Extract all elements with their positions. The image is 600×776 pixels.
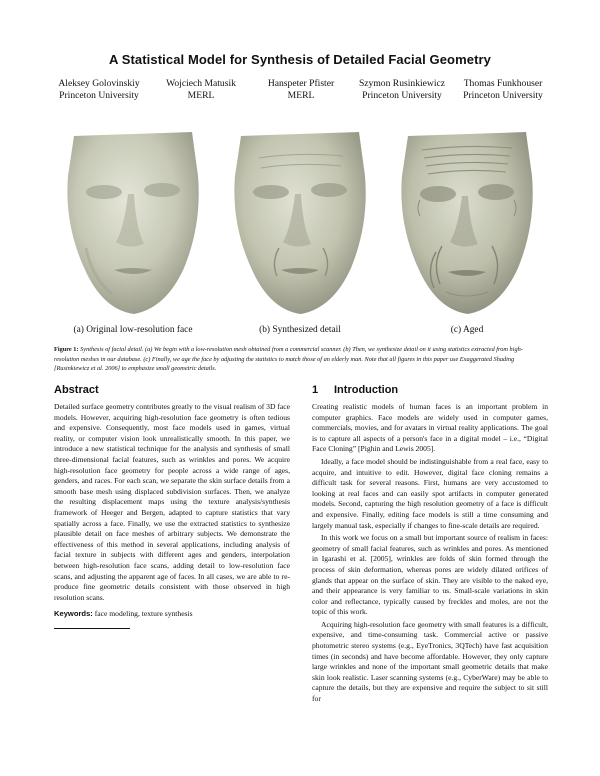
- author-name: Hanspeter Pfister: [267, 78, 335, 89]
- subcaption-a: (a) Original low-resolution face: [73, 325, 193, 335]
- author-affiliation: Princeton University: [463, 90, 543, 101]
- subcaption-b: (b) Synthesized detail: [259, 325, 341, 335]
- author-affiliation: Princeton University: [362, 90, 442, 101]
- author-name: Szymon Rusinkiewicz: [358, 78, 446, 89]
- keywords: [54, 609, 290, 620]
- section-title: Introduction: [334, 384, 399, 396]
- intro-paragraph-4: Acquiring high-resolution face geometry with small features is a difficult, expensive, and time-consuming task. Commercial active or passive photometric stereo systems (e.g., EyeTronics, 3QTech) have fast acquisition times (in seconds) and have become affordable. However, they only capture large wrinkles and none of the important small geometric details that make skin look realistic. Laser scanning systems (e.g., CyberWare) may be able to capture the details, but they are expensive and require the subject to sit still for: [312, 619, 548, 704]
- author-1: [44, 78, 154, 102]
- abstract-heading: Abstract: [54, 384, 99, 396]
- figure-caption-text: Synthesis of facial detail. (a) We begin with a low-resolution mesh obtained from a commercial scanner. (b) Then, we synthesize detail on it using statistics extracted from high-resolution meshes in our database. (c) Finally, we age the face by adjusting the statistics to match those of an elderly man. Note that all figures in this paper use Exaggerated Shading [Rusinkiewicz et al. 2006] to emphasize small geometric details.: [54, 346, 523, 373]
- author-name: Thomas Funkhouser: [463, 78, 543, 89]
- figure-caption-label: Figure 1:: [54, 346, 79, 353]
- figure-caption: [54, 345, 548, 374]
- author-affiliation: MERL: [187, 90, 215, 101]
- face-image-aged: [386, 128, 548, 320]
- author-name: Aleksey Golovinskiy: [58, 78, 140, 89]
- subcaption-c: (c) Aged: [450, 325, 484, 335]
- author-affiliation: MERL: [287, 90, 315, 101]
- author-name: Wojciech Matusik: [166, 78, 236, 89]
- footnote-rule: [54, 628, 130, 629]
- paper-title: A Statistical Model for Synthesis of Detailed Facial Geometry: [109, 52, 491, 67]
- intro-paragraph-1: Creating realistic models of human faces is an important problem in computer graphics. Face models are widely used in computer games, commercials, movies, and for avatars in virtual reality applications. The goal is to capture all aspects of a person's face in a digital model – i.e., “Digital Face Cloning” [Pighin and Lewis 2005].: [312, 402, 548, 454]
- intro-paragraph-3: In this work we focus on a small but important source of realism in faces: geometry of small facial features, such as wrinkles and pores. As mentioned in Igarashi et al. [2005], wrinkles are folds of skin formed through the process of skin deformation, whereas pores are widely dilated orifices of glands that appear on the surface of skin. They are visible to the naked eye, and their appearance is very familiar to us. Small-scale variations in skin color and reflectance, typically caused by freckles and moles, are not the topic of this work.: [312, 533, 548, 617]
- right-column: [312, 384, 548, 705]
- face-image-original: [52, 128, 214, 320]
- author-5: [448, 78, 558, 102]
- author-3: [246, 78, 356, 102]
- left-column: [54, 384, 290, 629]
- author-2: [146, 78, 256, 102]
- keywords-text: face modeling, texture synthesis: [94, 609, 193, 619]
- keywords-label: Keywords:: [54, 609, 93, 619]
- introduction-heading: [312, 384, 548, 396]
- author-4: [347, 78, 457, 102]
- section-number: 1: [312, 384, 319, 396]
- author-affiliation: Princeton University: [59, 90, 139, 101]
- abstract-paragraph: Detailed surface geometry contributes greatly to the visual realism of 3D face models. However, acquiring high-resolution face geometry is often tedious and expensive. Consequently, most face models used in games, virtual reality, or computer vision look unrealistically smooth. In this paper, we introduce a new statistical technique for the analysis and synthesis of small three-dimensional facial features, such as wrinkles and pores. We acquire high-resolution face geometry for people across a wide range of ages, genders, and races. For each scan, we separate the skin surface details from a smooth base mesh using displaced subdivision surfaces. Then, we analyze the resulting displacement maps using the texture analysis/synthesis framework of Heeger and Bergen, adapted to capture statistics that vary spatially across a face. Finally, we use the extracted statistics to synthesize plausible detail on face meshes of arbitrary subjects. We demonstrate the effectiveness of this method in several applications, including analysis of facial texture in subjects with different ages and genders, interpolation between high-resolution face scans, adding detail to low-resolution face scans, and adjusting the apparent age of faces. In all cases, we are able to re-produce fine geometric details consistent with those observed in high resolution scans.: [54, 402, 290, 602]
- face-image-synthesized: [219, 128, 381, 320]
- intro-paragraph-2: Ideally, a face model should be indistinguishable from a real face, easy to acquire, and intuitive to edit. However, digital face cloning remains a difficult task for several reasons. First, humans are very accustomed to looking at real faces and can easily spot artifacts in computer generated models. Second, capturing the high resolution geometry of a face is difficult and expensive. Finally, editing face models is still a time consuming and largely manual task, especially if changes to fine-scale details are required.: [312, 456, 548, 530]
